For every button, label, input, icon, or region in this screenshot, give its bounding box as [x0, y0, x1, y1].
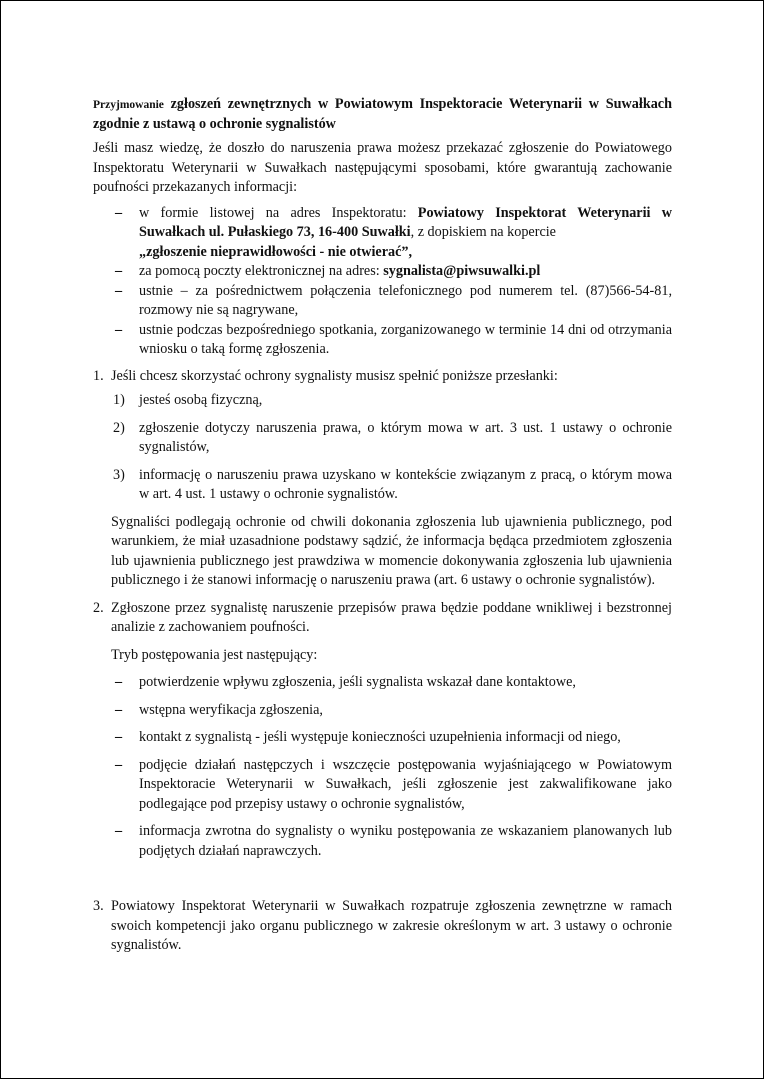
procedure-steps	[93, 673, 672, 861]
procedure-heading: Tryb postępowania jest następujący:	[111, 646, 318, 663]
channel-phone: – ustnie – za pośrednictwem połączenia telefonicznego pod numerem tel. (87)566-54-81, rozmowy nie są nagrywane,	[93, 282, 672, 321]
title-first-word: Przyjmowanie	[93, 99, 164, 111]
document-body	[93, 95, 672, 956]
section-2-marker: 2.	[93, 599, 104, 616]
section-2	[93, 599, 672, 638]
section-3-marker: 3.	[93, 898, 104, 914]
procedure-step: – potwierdzenie wpływu zgłoszenia, jeśli sygnalista wskazał dane kontaktowe,	[93, 673, 672, 693]
section-2-lead: Zgłoszone przez sygnalistę naruszenie przepisów prawa będzie poddane wnikliwej i bezstronnej analizie z zachowaniem poufności.	[111, 599, 672, 635]
condition-marker: 3)	[113, 466, 125, 483]
condition-marker: 2)	[113, 419, 125, 436]
channel-letter	[93, 204, 672, 263]
channels-list	[93, 204, 672, 360]
condition-text: jesteś osobą fizyczną,	[139, 392, 263, 408]
protection-paragraph: Sygnaliści podlegają ochronie od chwili dokonania zgłoszenia lub ujawnienia publicznego, pod warunkiem, że miał uzasadnione podstawy sądzić, że informacja będąca przedmiotem zgłoszenia lub ujawnienia publicznego jest prawdziwa w momencie dokonywania zgłoszenia lub ujawnienia publicznego i że stanowi informację o naruszeniu prawa (art. 6 ustawy o ochronie sygnalistów).	[111, 513, 672, 588]
email-address: sygnalista@piwsuwalki.pl	[383, 263, 541, 279]
inspectorate-address: Powiatowy Inspektorat Weterynarii w Suwałkach ul. Pułaskiego 73, 16-400 Suwałki	[139, 204, 672, 240]
section-1-marker: 1.	[93, 367, 104, 384]
channel-letter-pre: w formie listowej na adres Inspektoratu:	[139, 204, 418, 221]
condition-item	[93, 466, 672, 505]
condition-marker: 1)	[113, 392, 125, 408]
section-3	[93, 897, 672, 956]
procedure-step: – podjęcie działań następczych i wszczęcie postępowania wyjaśniającego w Powiatowym Inspektoracie Weterynarii w Suwałkach, jeśli zgłoszenie jest zakwalifikowane jako podlegające pod przepisy ustawy o ochronie sygnalistów,	[93, 756, 672, 815]
procedure-step: – kontakt z sygnalistą - jeśli występuje konieczności uzupełnienia informacji od niego,	[93, 728, 672, 748]
procedure-step: – wstępna weryfikacja zgłoszenia,	[93, 701, 672, 721]
condition-text: zgłoszenie dotyczy naruszenia prawa, o którym mowa w art. 3 ust. 1 ustawy o ochronie sygnalistów,	[139, 419, 672, 455]
conditions-list	[93, 391, 672, 505]
title-rest: zgłoszeń zewnętrznych w Powiatowym Inspektoracie Weterynarii w Suwałkach zgodnie z ustawą o ochronie sygnalistów	[93, 96, 672, 132]
intro-paragraph: Jeśli masz wiedzę, że doszło do naruszenia prawa możesz przekazać zgłoszenie do Powiatowego Inspektoratu Weterynarii w Suwałkach następującymi sposobami, które gwarantują zachowanie poufności przekazanych informacji:	[93, 140, 672, 195]
envelope-note: „zgłoszenie nieprawidłowości - nie otwierać”,	[139, 243, 413, 260]
section-1	[93, 367, 672, 387]
channel-email-pre: za pomocą poczty elektronicznej na adres:	[139, 263, 384, 279]
condition-item	[93, 391, 672, 411]
channel-email	[93, 262, 672, 282]
channel-meeting: – ustnie podczas bezpośredniego spotkania, zorganizowanego w terminie 14 dni od otrzymania wniosku o taką formę zgłoszenia.	[93, 321, 672, 360]
page-title	[93, 95, 672, 133]
condition-text: informację o naruszeniu prawa uzyskano w kontekście związanym z pracą, o którym mowa w art. 4 ust. 1 ustawy o ochronie sygnalistów.	[139, 466, 672, 502]
condition-item	[93, 419, 672, 458]
section-3-text: Powiatowy Inspektorat Weterynarii w Suwałkach rozpatruje zgłoszenia zewnętrzne w ramach swoich kompetencji jako organu publicznego w zakresie określonym w art. 3 ustawy o ochronie sygnalistów.	[111, 898, 672, 953]
procedure-step: – informacja zwrotna do sygnalisty o wyniku postępowania ze wskazaniem planowanych lub podjętych działań naprawczych.	[93, 822, 672, 861]
channel-letter-mid: , z dopiskiem na kopercie	[410, 224, 556, 240]
section-1-lead: Jeśli chcesz skorzystać ochrony sygnalisty musisz spełnić poniższe przesłanki:	[111, 367, 558, 384]
